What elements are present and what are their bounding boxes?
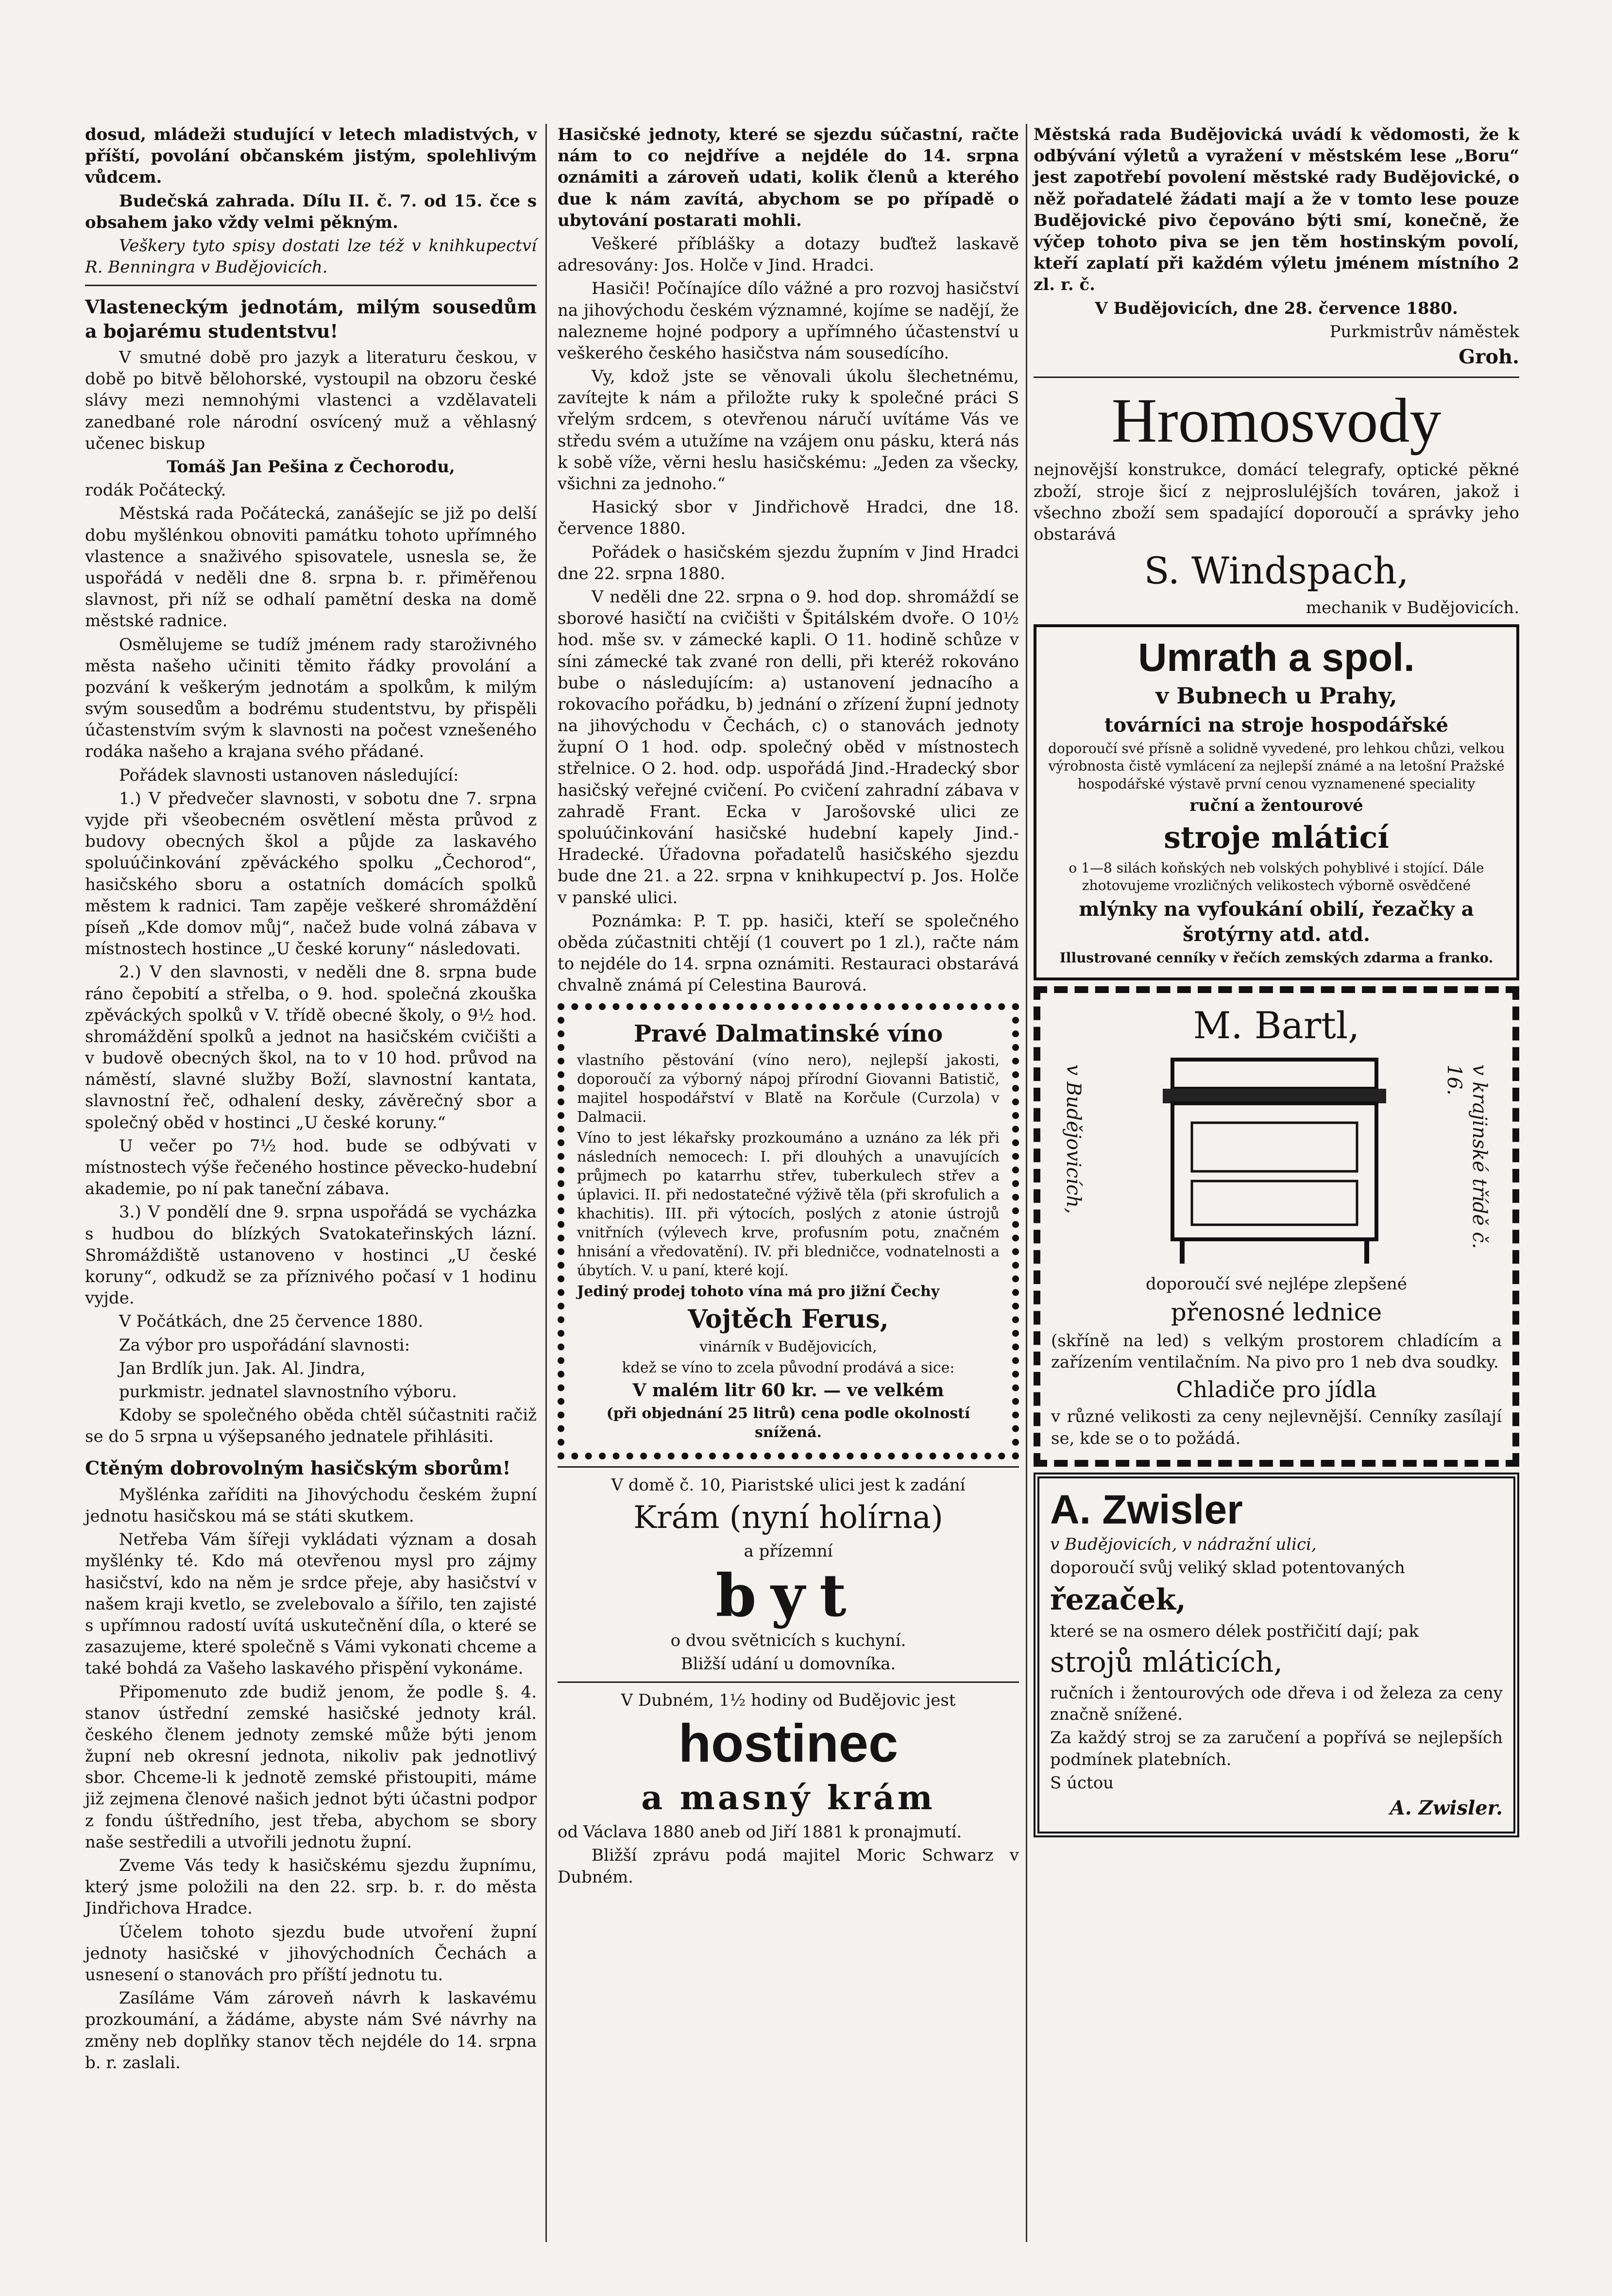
city-council-notice: Městská rada Budějovická uvádí k vědomosti, že k odbývání výletů a vyražení v městském lese „Boru“ jest zapotřebí povolení městské rady Budějovické, o něž pořadatelé žádati mají a že v tomto lese pouze Budějovické pivo čepováno býti smí, konečně, že výčep tohoto piva se jen těm hostinským povolí, kteří zaplatí při každém výletu jménem místního 2 zl. r. č.: [1034, 125, 1519, 295]
paragraph: Zasíláme Vám zároveň návrh k laskavému prozkoumání, a žádáme, abyste nám Své návrhy na změny neb doplňky stanov těch nejdéle do 14. srpna b. r. zaslali.: [85, 1988, 537, 2073]
bartl-city: v Budějovicích,: [1062, 1064, 1085, 1214]
bartl-detail: (skříně na led) s velkým prostorem chladícím a zařízením ventilačním. Na pivo pro 1 neb dva soudky.: [1051, 1331, 1502, 1372]
zwisler-text1: které se na osmero délek postřičití dají; pak: [1050, 1621, 1419, 1641]
paragraph: rodák Počátecký.: [85, 480, 226, 500]
umrath-role: továrníci na stroje hospodářské: [1104, 714, 1449, 737]
article-heading: Ctěným dobrovolným hasičským sborům!: [85, 1457, 511, 1479]
divider: [85, 285, 537, 286]
wine-sole-seller: Jediný prodej tohoto vína má pro jižní Čechy: [577, 1283, 940, 1300]
wine-text: Víno to jest lékařsky prozkoumáno a uznáno za lék při následních nemocech: I. při dlouhých a unavujících průjmech po katarrhu střev, tuberkulech střev a úplavici. II. při nedostatečné výživě těla (při skrofulich a khachitis). III. při výtocích, poslých z atonie ústrojů vnitřních (výlevech krve, profusním potu, značném hnisání a vředovatění). IV. při bledničce, vodnatelnosti a úbytích. V. u paní, které kojí.: [577, 1129, 1000, 1279]
paragraph: Hasiči! Počínajíce dílo vážné a pro rozvoj hasičství na jihovýchodu českém významné, kojíme se nadějí, že nalezneme hojné podpory a upřímného účastenství u veškerého českého hasičstva nám sousedícího.: [558, 279, 1019, 363]
paragraph: Hasičské jednoty, které se sjezdu súčastní, račte nám to co nejdříve a nejdéle do 14. srpna oznámiti a zároveň udati, kolik členů a kterého due k nám zavítá, abychom se po případě o ubytování postarati mohli.: [558, 125, 1019, 230]
paragraph: Hasický sbor v Jindřichově Hradci, dne 18. července 1880.: [558, 497, 1019, 539]
umrath-machines: stroje mláticí: [1164, 820, 1389, 856]
zwisler-text2: ručních i žentourových ode dřeva i od železa za ceny značně snížené.: [1050, 1683, 1503, 1725]
column-right: [1034, 124, 1519, 1843]
bartl-desc: doporoučí své nejlépe zlepšené: [1146, 1274, 1407, 1294]
inn-more: Bližší zprávu podá majitel Moric Schwarz v Dubném.: [558, 1846, 1019, 1887]
paragraph: 1.) V předvečer slavnosti, v sobotu dne 7. srpna vyjde při všeobecném osvětlení města průvod z budovy obecných škol a půjde za laskavého spoluúčinkování zpěváckého spolku „Čechorod“, hasičského sboru a ostatních domácích spolků městem k radnici. Tam zapěje veškeré shromáždění píseň „Kde domov můj“, načež bude volná zábava v místnostech hostince „U české koruny“ následovati.: [85, 788, 537, 959]
paragraph: Poznámka: P. T. pp. hasiči, kteří se společného oběda zúčastniti chtějí (1 couvert po 1 zl.), račte nám to nejdéle do 14. srpna oznámiti. Restauraci obstarává chvalně známá pí Celestina Baurová.: [558, 911, 1019, 995]
zwisler-location: v Budějovicích, v nádražní ulici,: [1050, 1535, 1317, 1555]
umrath-mills: mlýnky na vyfoukání obilí, řezačky a šrotýrny atd. atd.: [1079, 897, 1474, 946]
icebox-illustration: [1051, 1055, 1502, 1268]
zwisler-threshers: strojů mláticích,: [1050, 1645, 1283, 1679]
wine-orig: kdež se víno to zcela původní prodává a sice:: [622, 1359, 955, 1377]
bartl-name: M. Bartl,: [1193, 1004, 1360, 1047]
lightning-rod-advertisement: [1034, 385, 1519, 618]
paragraph: V smutné době pro jazyk a literaturu českou, v době po bitvě bělohorské, vystoupil na obzoru české slávy mezi nemnohými vlastenci a vzdělavateli zanedbané role národní osvícený muž a věhlasný učenec biskup: [85, 348, 537, 453]
paragraph: 2.) V den slavnosti, v neděli dne 8. srpna bude ráno čepobití a střelba, o 9. hod. společná zkouška zpěváckých spolků v V. třídě obecné školy, o 9½ hod. shromáždění spolků a jednot na hasičském cvičišti a v budově obecných škol, na to v 10 hod. průvod na náměstí, slavné služby Boží, slavnostní kantata, slavnostní řeč, odhalení desky, závěrečný sbor a společný oběd v hostinci „U české koruny.“: [85, 962, 537, 1132]
zwisler-regards: S úctou: [1050, 1773, 1114, 1793]
bartl-advertisement: [1034, 986, 1519, 1467]
inn-title: hostinec: [678, 1713, 899, 1774]
zwisler-guarantee: Za každý stroj se za zaručení a popřívá se nejlepších podmínek platebních.: [1050, 1728, 1503, 1769]
budecska-zahrada: Budečská zahrada. Dílu II. č. 7. od 15. čce s obsahem jako vždy velmi pěkným.: [85, 191, 537, 232]
rod-title: Hromosvody: [1111, 385, 1442, 456]
umrath-desc: doporoučí své přísně a solidně vyvedené, pro lehkou chůzi, velkou výrobnosta čistě vymlácení za nejlepší známé a na letošní Pražské hospodářské výstavě první cenou vyznamenené speciality: [1048, 740, 1505, 792]
zwisler-intro: doporoučí svůj veliký sklad potentovaných: [1050, 1558, 1405, 1578]
notice-date: V Budějovicích, dne 28. července 1880.: [1095, 298, 1458, 318]
shop-title: Krám (nyní holírna): [633, 1500, 943, 1536]
shop-byt: byt: [715, 1561, 861, 1630]
paragraph: 3.) V pondělí dne 9. srpna uspořádá se vycházka s hudbou do blízkých Svatokateřinských lázní. Shromáždiště ustanoveno v hostinci „U české koruny“, odkudž se za příznivého počasí v 1 hodinu vyjde.: [85, 1202, 537, 1308]
paragraph: V neděli dne 22. srpna o 9. hod dop. shromáždí se sborové hasičtí na cvičišti v Špitálském dvoře. O 10½ hod. mše sv. v zámecké kapli. O 11. hodině schůze v síni zámecké tak zvané ron delli, při kteréž rokováno bube o následujícím: a) ustanovení jednacího a rokovacího pořádku, b) jednání o zřízení župní jednoty na jihovýchodu v Čechách, c) o stanovách jednoty župní O 1 hod. odp. společný oběd v místnostech střelnice. O 2. hod. odp. uspořádá Jind.-Hradecký sbor hasičský veřejné cvičení. Po cvičení zahradní zábava v zahradě Frant. Ecka v Jarošovské ulici ze spoluúčinkování hasičské hudební kapely Jind.-Hradecké. Úřadovna pořadatelů hasičského sjezdu bude dne 21. a 22. srpna v knihkupectví p. Jos. Holče v panské ulici.: [558, 587, 1019, 908]
column-left: [85, 124, 537, 2075]
paragraph: Osmělujeme se tudíž jménem rady staroživného města našeho učiniti těmito řádky provolání a pozvání k veškerým jednotám a spolkům, k milým svým sousedům a bodrému studentstvu, by přispěli účastenstvím svým k slavnosti na počest vznešeného rodáka našeho a krajana svého přádané.: [85, 634, 537, 762]
icebox-icon: [1153, 1055, 1396, 1268]
notice-signer-role: Purkmistrův náměstek: [1329, 322, 1519, 342]
signatures: Jan Brdlík jun. Jak. Al. Jindra,: [119, 1358, 366, 1378]
paragraph: Veškery tyto spisy dostati lze též v knihkupectví R. Benningra v Budějovicích.: [85, 236, 537, 277]
paragraph: Vy, kdož jste se věnovali úkolu šlechetnému, zavítejte k nám a přiložte ruky k společné práci S vřelým srdcem, s otevřenou náručí uvítáme Vás ve středu svém a utužíme na vzájem onu pásku, která nás k sobě víže, věrni heslu hasičskému: „Jeden za všecky, všichni za jednoho.“: [558, 367, 1019, 494]
paragraph: Myšlénka zaříditi na Jihovýchodu českém župní jednotu hasičskou má se státi skutkem.: [85, 1485, 537, 1526]
bartl-prices: v různé velikosti za ceny nejlevnější. Cenníky zasílají se, kde se o to požádá.: [1051, 1407, 1502, 1448]
divider: [558, 1681, 1019, 1683]
divider: [558, 1466, 1019, 1468]
rod-role: mechanik v Budějovicích.: [1306, 598, 1519, 617]
person-name: Tomáš Jan Pešina z Čechorodu,: [167, 457, 455, 477]
paragraph: [85, 190, 537, 233]
shop-and: a přízemní: [744, 1541, 833, 1561]
column-rule-1: [545, 124, 547, 2242]
wine-intro: vlastního pěstování (víno nero), nejlepší jakosti, doporoučí za výborný nápoj přírodní Giovanni Batistič, majitel hospodářství v Blatě na Korčule (Curzola) v Dalmacii.: [577, 1051, 1000, 1126]
notice-signer: Groh.: [1459, 345, 1519, 368]
paragraph: Městská rada Počátecká, zanášejíc se již po delší dobu myšlénkou obnoviti památku tohoto upřímného vlastence a snaživého spisovatele, usnesla se, že uspořádá v neděli dne 8. srpna b. r. přiměřenou slavnost, při níž se odhalí pamětní deska na domě městské radnice.: [85, 504, 537, 631]
paragraph: Netřeba Vám šířeji vykládati význam a dosah myšlénky té. Kdo má otevřenou mysl pro zájmy hasičství, kdo na něm je srdce přeje, aby hasičství v našem kraji kvetlo, se zvelebovalo a šířilo, ten zajisté s upřímnou radostí uvítá uskutečnění díla, o které se zasazujeme, které společně s Vámi vykonati chceme a také bohdá za Vašeho laskavého přispění vykonáme.: [85, 1530, 537, 1679]
wine-price2: (při objednání 25 litrů) cena podle okolností snížená.: [606, 1405, 970, 1441]
wine-title: Pravé Dalmatinské víno: [633, 1020, 943, 1047]
wine-seller-desc: vinárník v Budějovicích,: [699, 1338, 877, 1356]
inn-title2: a masný krám: [641, 1778, 935, 1817]
column-middle: [558, 124, 1019, 1890]
paragraph: dosud, mládeži studující v letech mladistvých, v příští, povolání občanském jistým, spolehlivým vůdcem.: [85, 125, 537, 188]
zwisler-advertisement: [1034, 1473, 1519, 1837]
paragraph: Kdoby se společného oběda chtěl súčastniti račiž se do 5 srpna u výšepsaného jednatele přihlásiti.: [85, 1405, 537, 1447]
wine-advertisement: [558, 1003, 1019, 1460]
inn-desc: od Václava 1880 aneb od Jiří 1881 k pronajmutí.: [558, 1822, 962, 1842]
paragraph: U večer po 7½ hod. bude se odbývati v místnostech výše řečeného hostince pěvecko-hudební akademie, po ní pak taneční zábava.: [85, 1136, 537, 1199]
paragraph: Za výbor pro uspořádání slavnosti:: [119, 1335, 410, 1355]
divider: [1034, 377, 1519, 378]
umrath-catalog: Illustrované cenníky v řečích zemských zdarma a franko.: [1059, 949, 1493, 966]
signatures-roles: purkmistr. jednatel slavnostního výboru.: [119, 1382, 457, 1402]
zwisler-name: A. Zwisler: [1050, 1486, 1243, 1532]
paragraph: Pořádek o hasičském sjezdu župním v Jind Hradci dne 22. srpna 1880.: [558, 542, 1019, 583]
shop-line1: V domě č. 10, Piaristské ulici jest k zadání: [611, 1475, 966, 1495]
paragraph: Účelem tohoto sjezdu bude utvoření župní jednoty hasičské v jihovýchodních Čechách a usnesení o stanovách pro příští jednotu tu.: [85, 1922, 537, 1985]
paragraph: Připomenuto zde budiž jenom, že podle §. 4. stanov ústřední zemské hasičské jednoty král. českého členem jednoty zemské může býti jenom župní neb okresní jednota, nikoliv pak jednotlivý sbor. Chceme-li k jednotě zemské přistoupiti, máme již zejmena členové našich jednot býti účastni podpor z fondu úštředního, jest třeba, abychom se sbory naše sestředili a utvořili jednotu župní.: [85, 1682, 537, 1852]
paragraph: Zveme Vás tedy k hasičskému sjezdu župnímu, který jsme položili na den 22. srp. b. r. do města Jindřichova Hradce.: [85, 1856, 537, 1919]
paragraph: V Počátkách, dne 25 července 1880.: [119, 1312, 424, 1332]
rod-name: S. Windspach,: [1144, 549, 1409, 593]
umrath-power: o 1—8 silách koňských neb volských pohyblivé i stojící. Dále zhotovujeme vrozličných velikostech výborně osvědčené: [1069, 860, 1484, 894]
zwisler-cutters: řezaček,: [1050, 1582, 1186, 1617]
bartl-coolers: Chladiče pro jídla: [1176, 1376, 1377, 1403]
umrath-hand: ruční a žentourové: [1189, 796, 1363, 816]
rod-desc: nejnovější konstrukce, domácí telegrafy, optické pěkné zboží, stroje šicí z nejprosluléjších továren, jakož i všechno zboží sem spadající doporoučí a správky jeho obstarává: [1034, 460, 1519, 544]
umrath-title: Umrath a spol.: [1138, 635, 1415, 680]
wine-price: V malém litr 60 kr. — ve velkém: [632, 1380, 944, 1401]
wine-seller-name: Vojtěch Ferus,: [688, 1304, 889, 1334]
paragraph: Pořádek slavnosti ustanoven následující:: [119, 765, 459, 785]
shop-more: Bližší udání u domovníka.: [680, 1654, 896, 1674]
shop-advertisement: [558, 1474, 1019, 1675]
umrath-location: v Bubnech u Prahy,: [1155, 683, 1397, 709]
zwisler-signature: A. Zwisler.: [1390, 1797, 1503, 1820]
shop-desc: o dvou světnicích s kuchyní.: [670, 1630, 906, 1650]
paragraph: Veškeré příblášky a dotazy buďtež laskavě adresovány: Jos. Holče v Jind. Hradci.: [558, 234, 1019, 275]
inn-advertisement: [558, 1690, 1019, 1888]
inn-line1: V Dubném, 1½ hodiny od Budějovic jest: [621, 1691, 956, 1711]
article-heading: Vlasteneckým jednotám, milým sousedům a bojarému studentstvu!: [85, 296, 537, 342]
bartl-product: přenosné lednice: [1171, 1298, 1382, 1327]
column-rule-2: [1026, 124, 1027, 2242]
bartl-street: v krajinské třídě č. 16.: [1443, 1064, 1491, 1249]
umrath-advertisement: [1034, 624, 1519, 980]
